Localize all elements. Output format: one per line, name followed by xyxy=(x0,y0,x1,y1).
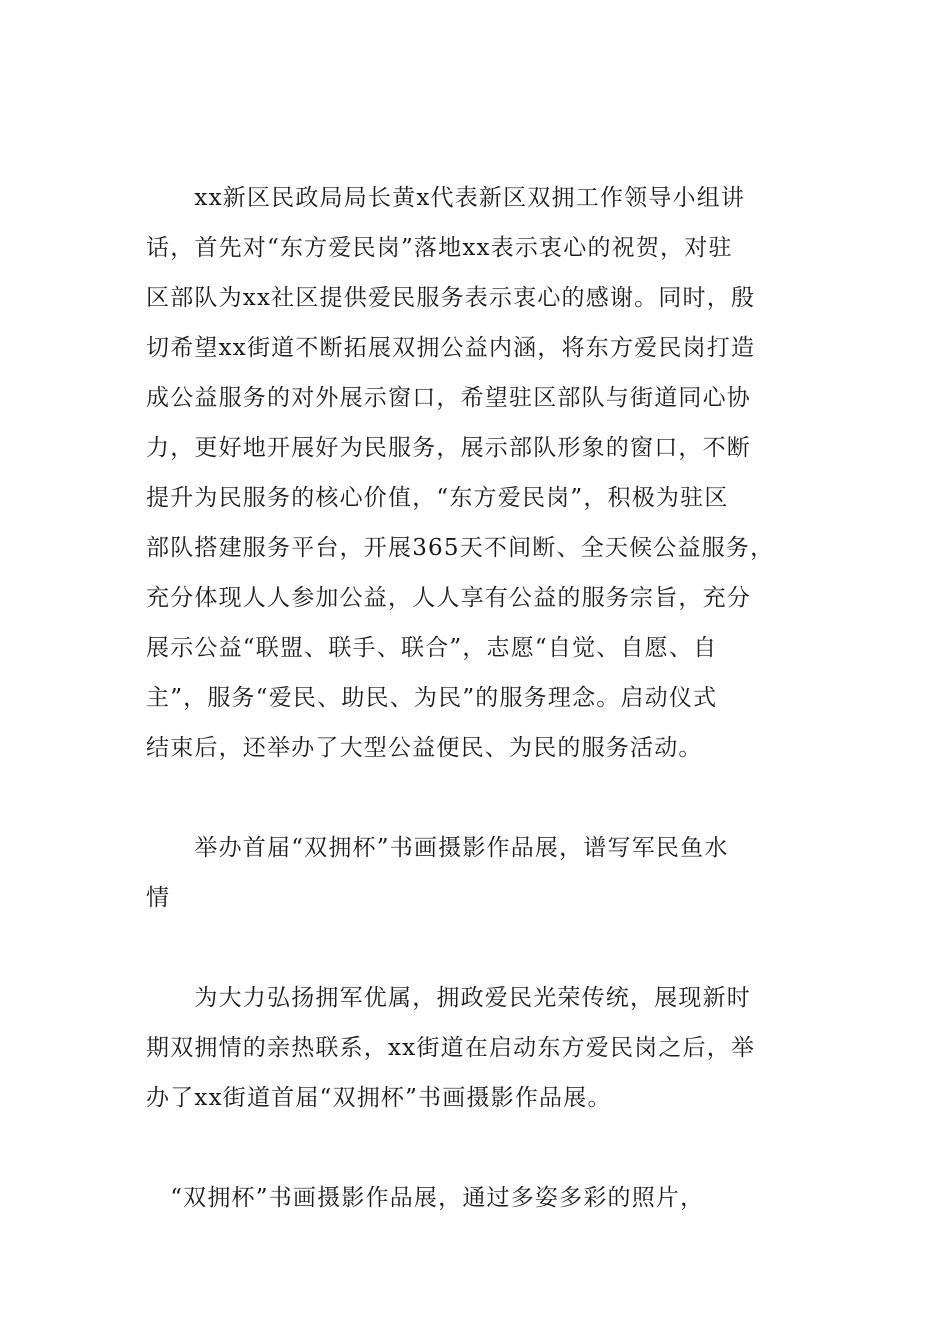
text-line: 举办首届“双拥杯”书画摄影作品展，谱写军民鱼水 xyxy=(146,835,729,861)
paragraph-speech xyxy=(146,173,806,773)
text-line: 为大力弘扬拥军优属，拥政爱民光荣传统，展现新时 xyxy=(146,985,751,1011)
text-line: 成公益服务的对外展示窗口，希望驻区部队与街道同心协 xyxy=(146,385,751,411)
section-heading xyxy=(146,823,806,923)
text-line: 提升为民服务的核心价值，“东方爱民岗”，积极为驻区 xyxy=(146,485,729,511)
text-line: 力，更好地开展好为民服务，展示部队形象的窗口，不断 xyxy=(146,435,751,461)
text-line: 主”，服务“爱民、助民、为民”的服务理念。启动仪式 xyxy=(146,685,718,711)
text-line: 情 xyxy=(146,885,171,911)
text-line: 展示公益“联盟、联手、联合”，志愿“自觉、自愿、自 xyxy=(146,635,718,661)
paragraph-exhibition-detail xyxy=(146,1173,806,1223)
text-line: 话，首先对“东方爱民岗”落地xx表示衷心的祝贺，对驻 xyxy=(146,235,733,261)
text-line: 切希望xx街道不断拓展双拥公益内涵，将东方爱民岗打造 xyxy=(146,335,756,361)
paragraph-exhibition-intro xyxy=(146,973,806,1123)
text-line: xx新区民政局局长黄x代表新区双拥工作领导小组讲 xyxy=(146,185,746,211)
text-line: 结束后，还举办了大型公益便民、为民的服务活动。 xyxy=(146,735,703,761)
text-line: 期双拥情的亲热联系，xx街道在启动东方爱民岗之后，举 xyxy=(146,1035,756,1061)
text-line: 区部队为xx社区提供爱民服务表示衷心的感谢。同时，殷 xyxy=(146,285,756,311)
text-line: 办了xx街道首届“双拥杯”书画摄影作品展。 xyxy=(146,1085,612,1111)
text-line: 充分体现人人参加公益，人人享有公益的服务宗旨，充分 xyxy=(146,585,751,611)
text-line: 部队搭建服务平台，开展365天不间断、全天候公益服务， xyxy=(146,535,775,561)
text-line: “双拥杯”书画摄影作品展，通过多姿多彩的照片， xyxy=(146,1185,705,1211)
